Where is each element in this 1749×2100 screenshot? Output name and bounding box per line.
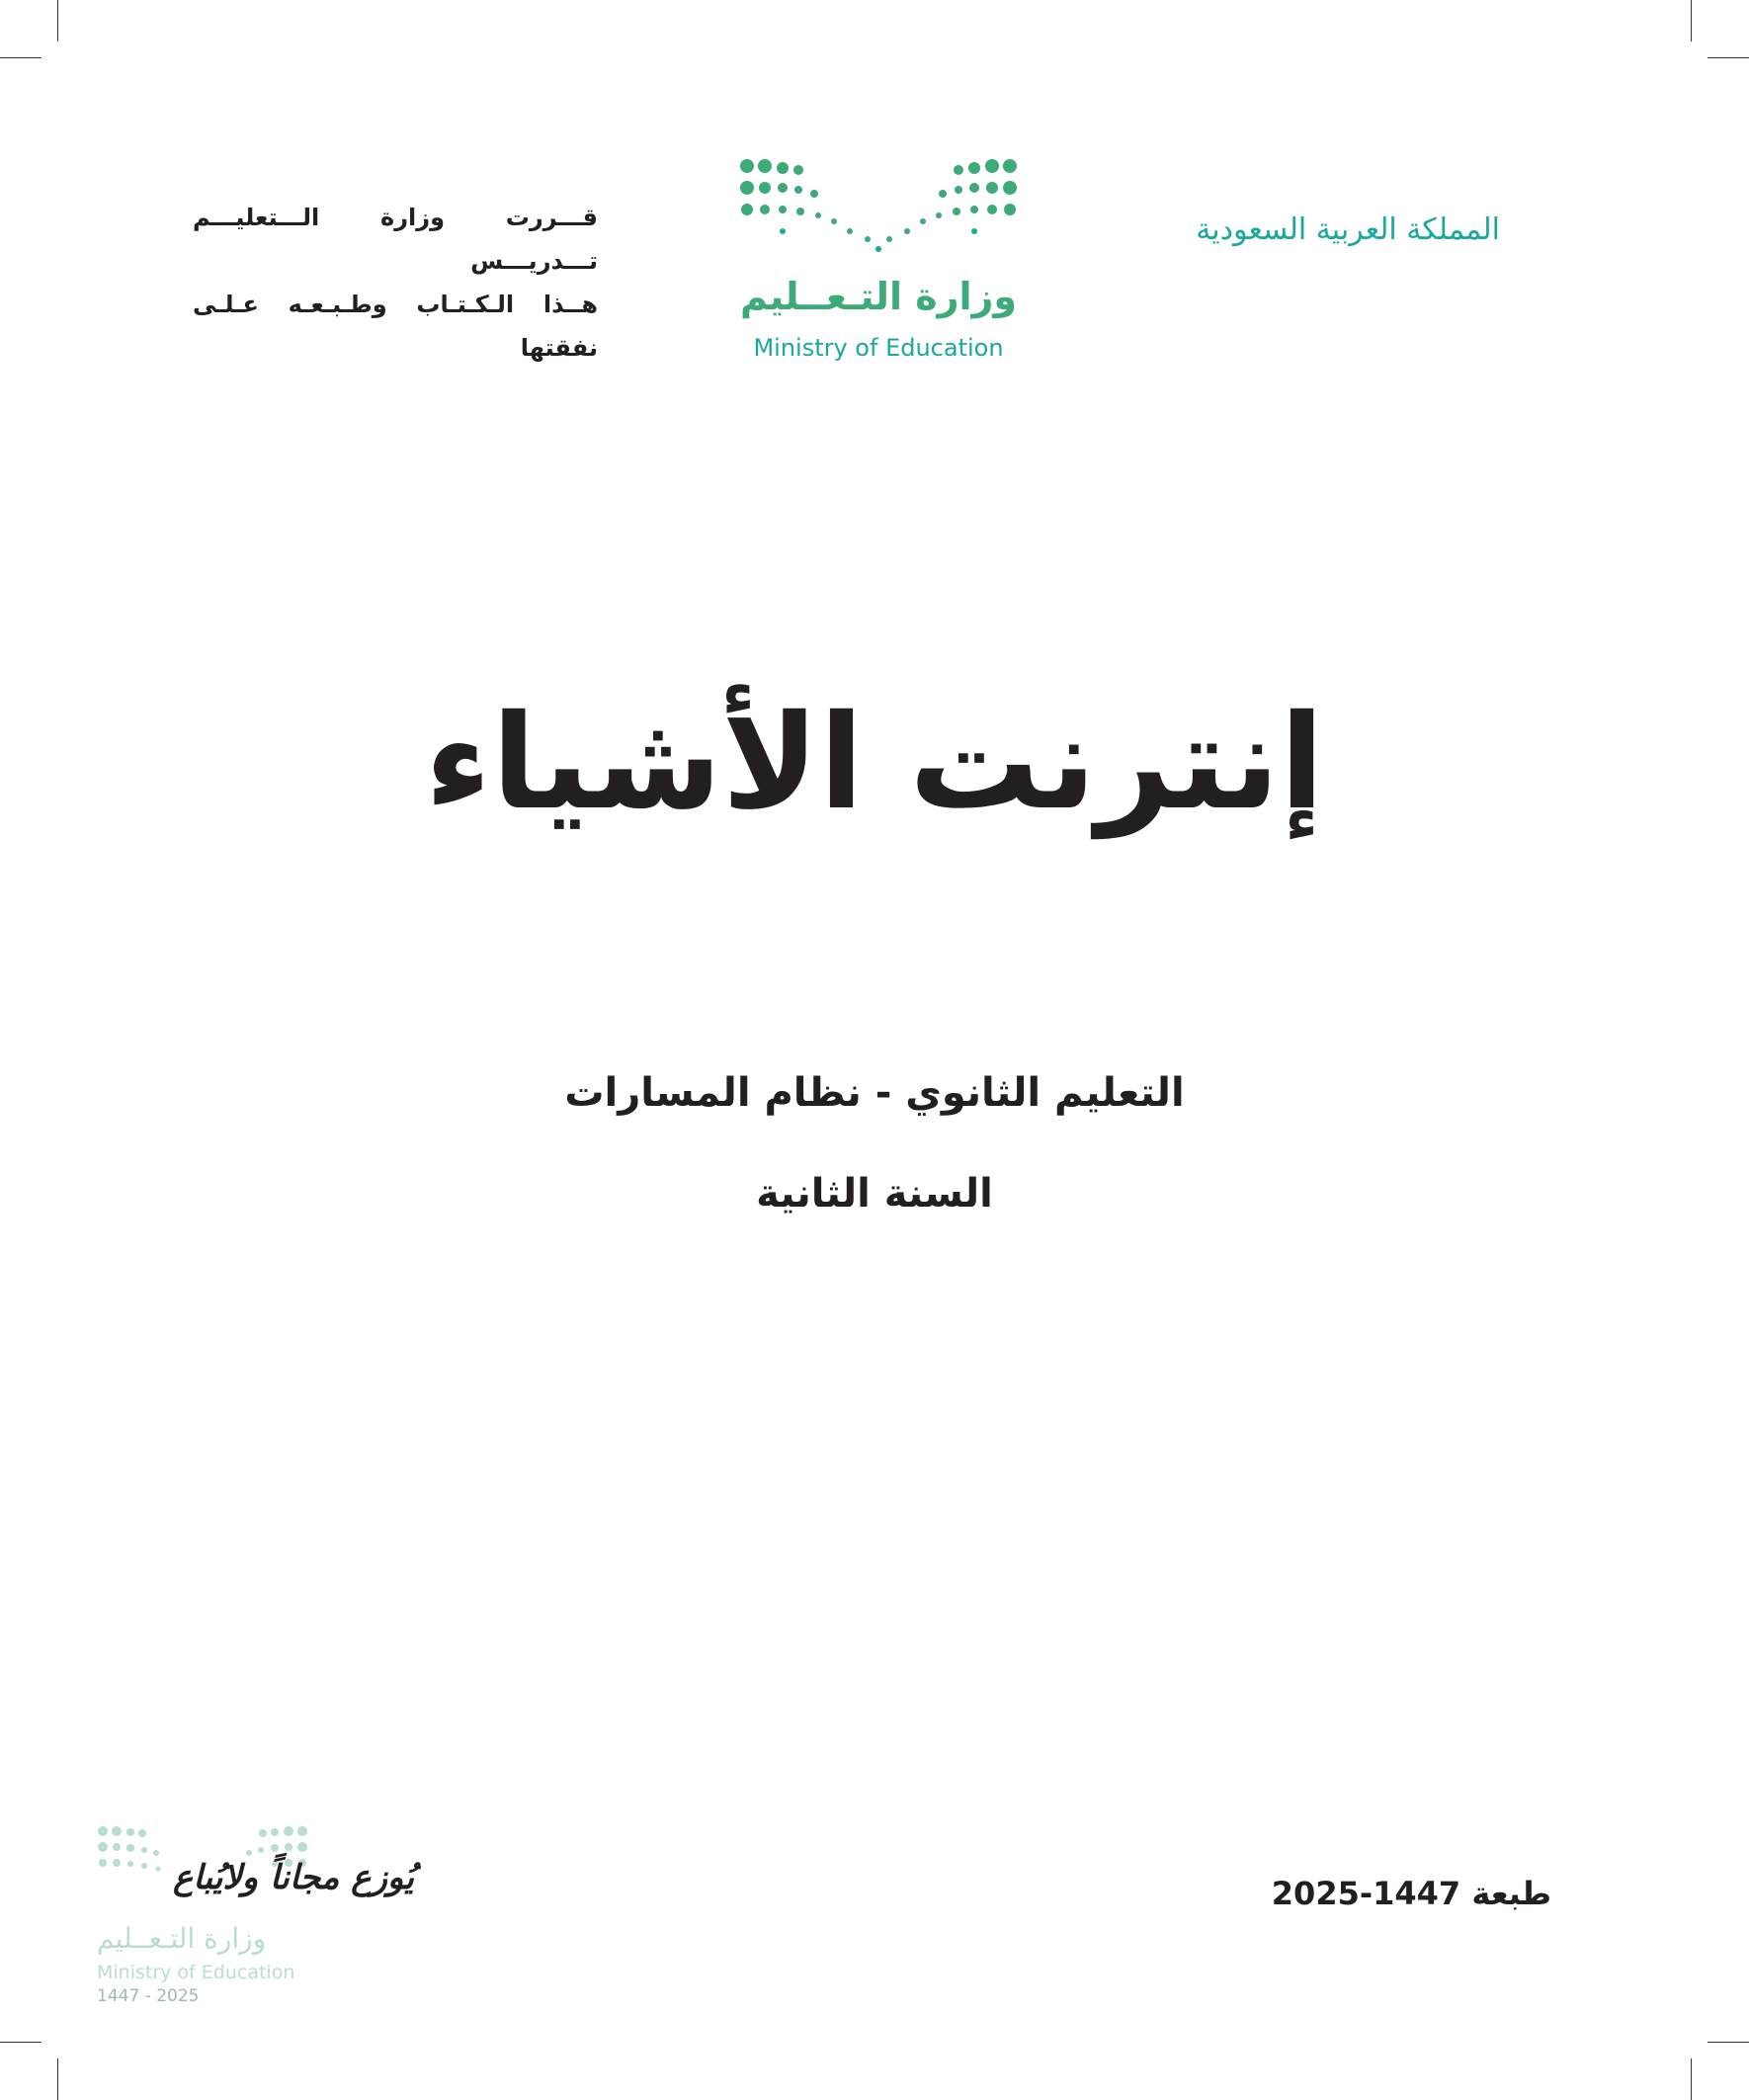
crop-mark <box>57 0 58 42</box>
footer-ministry-name-english: Ministry of Education <box>97 1962 295 1983</box>
school-year: السنة الثانية <box>756 1171 993 1217</box>
ministry-logo-icon <box>739 156 1018 255</box>
footer-ministry-name-arabic: وزارة التـعــليم <box>97 1922 267 1955</box>
crop-mark <box>57 2058 58 2100</box>
edition-label: طبعة 1447-2025 <box>1271 1875 1551 1912</box>
approval-statement <box>193 196 598 370</box>
footer-year-range: 1447 - 2025 <box>97 1986 200 2006</box>
crop-mark <box>1707 2042 1749 2043</box>
ministry-name-arabic: وزارة التـعــليم <box>739 275 1018 318</box>
free-distribution-note: يُوزع مجاناً ولايُباع <box>173 1858 414 1897</box>
crop-mark <box>0 2042 42 2043</box>
approval-line-1: قـــررت وزارة الـــتعليـــم تـــدريـــس <box>193 204 598 275</box>
crop-mark <box>1691 2058 1692 2100</box>
book-title: إنترنت الأشياء <box>424 687 1325 839</box>
approval-line-2: هــذا الـكـتـاب وطـبـعـه عـلـى نفقتها <box>193 291 598 362</box>
crop-mark <box>1691 0 1692 42</box>
crop-mark <box>0 57 42 58</box>
ministry-name-english: Ministry of Education <box>753 334 1004 362</box>
education-stage: التعليم الثانوي - نظام المسارات <box>564 1070 1185 1116</box>
kingdom-label: المملكة العربية السعودية <box>1196 212 1500 247</box>
crop-mark <box>1707 57 1749 58</box>
